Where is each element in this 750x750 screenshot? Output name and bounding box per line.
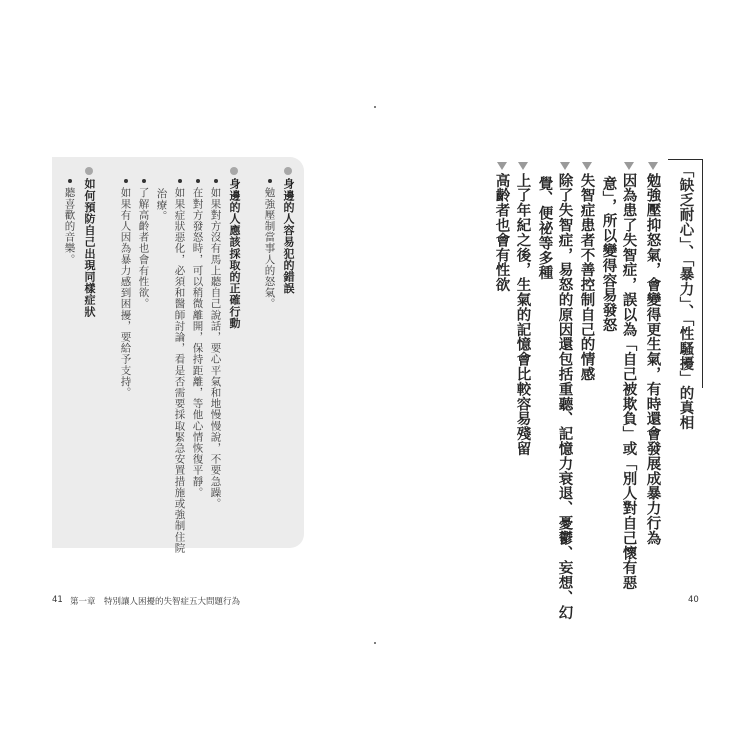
section-heading: 「缺乏耐心」、「暴力」、「性騷擾」的真相: [677, 163, 694, 430]
panel-section-2-line-3: 如果症狀惡化，必須和醫師討論，看是否需要採取緊急安置措施或強制住院: [174, 179, 185, 553]
triangle-bullet-icon: [497, 162, 507, 170]
dot-bullet-icon: [214, 179, 218, 183]
triangle-bullet-icon: [582, 162, 592, 170]
bullet-line-2: 因為患了失智症，誤以為「自己被欺負」或「別人對自己懷有惡: [621, 162, 636, 590]
circle-bullet-icon: [85, 167, 93, 175]
bullet-line-4-cont: 覺、便祕等多種: [536, 176, 553, 281]
running-head: 第一章 特別讓人困擾的失智症五大問題行為: [70, 597, 241, 607]
panel-section-1-title: 身邊的人容易犯的錯誤: [283, 167, 294, 294]
panel-section-2-title: 身邊的人應該採取的正確行動: [229, 167, 240, 329]
triangle-bullet-icon: [648, 162, 658, 170]
left-page-number: 41: [52, 595, 63, 605]
dot-bullet-icon: [268, 179, 272, 183]
bullet-line-2-cont: 意」，所以變得容易發怒: [600, 176, 617, 333]
bullet-line-5: 上了年紀之後，生氣的記憶會比較容易殘留: [515, 162, 530, 456]
panel-section-2-line-1: 如果對方沒有馬上聽自己說話，要心平氣和地慢慢說，不要急躁。: [210, 179, 221, 509]
dot-bullet-icon: [68, 179, 72, 183]
panel-section-3-title: 如何預防自己出現同樣症狀: [84, 167, 95, 317]
bullet-line-1: 勉強壓抑怒氣，會變得更生氣，有時還會發展成暴力行為: [645, 162, 660, 546]
bullet-line-6: 高齡者也會有性欲: [494, 162, 509, 292]
right-page-number: 40: [688, 595, 699, 605]
panel-section-2-line-2: 在對方發怒時，可以稍微離開，保持距離，等他心情恢復平靜。: [192, 179, 203, 498]
bullet-line-4: 除了失智症，易怒的原因還包括重聽、記憶力衰退、憂鬱、妄想、幻: [557, 162, 572, 620]
panel-section-1-text: 勉強壓制當事人的怒氣。: [264, 179, 275, 309]
panel-section-3-text: 聽喜歡的音樂。: [64, 179, 75, 265]
dot-bullet-icon: [196, 179, 200, 183]
panel-section-2-line-3-cont: 治療。: [155, 188, 168, 222]
circle-bullet-icon: [230, 167, 238, 175]
triangle-bullet-icon: [518, 162, 528, 170]
crop-mark-bottom: [374, 642, 376, 644]
bullet-line-3: 失智症患者不善控制自己的情感: [579, 162, 594, 382]
triangle-bullet-icon: [560, 162, 570, 170]
panel-section-2-line-5: 如果有人因為暴力感到困擾，要給予支持。: [120, 179, 131, 398]
triangle-bullet-icon: [624, 162, 634, 170]
dot-bullet-icon: [142, 179, 146, 183]
dot-bullet-icon: [124, 179, 128, 183]
circle-bullet-icon: [284, 167, 292, 175]
crop-mark-top-left: [374, 106, 376, 108]
panel-section-2-line-4: 了解高齡者也會有性欲。: [138, 179, 149, 309]
dot-bullet-icon: [178, 179, 182, 183]
